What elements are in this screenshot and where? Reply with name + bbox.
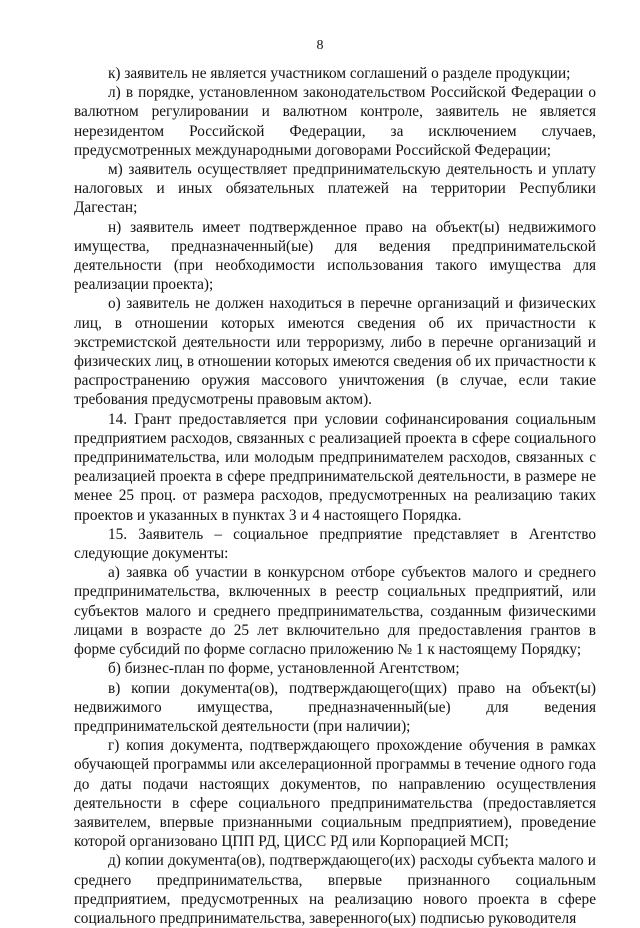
paragraph-15-d: д) копии документа(ов), подтверждающего(их) расходы субъекта малого и среднего предпринимательства, впервые признанного социальным предприятием, предусмотренных на реализацию нового проекта в сфере социального предпринимательства, заверенного(ых) подписью руководителя: [74, 852, 596, 927]
paragraph-k: к) заявитель не является участником соглашений о разделе продукции;: [108, 65, 571, 82]
paragraph-n: н) заявитель имеет подтвержденное право на объект(ы) недвижимого имущества, предназначенный(ые) для ведения предпринимательской деятельности (при необходимости использования такого имущества для реализации проекта);: [74, 218, 596, 294]
paragraph-15: 15. Заявитель – социальное предприятие представляет в Агентство следующие документы:: [74, 525, 596, 563]
paragraph-m: м) заявитель осуществляет предпринимательскую деятельность и уплату налоговых и иных обязательных платежей на территории Республики Дагестан;: [74, 161, 596, 217]
paragraph-15-g: г) копия документа, подтверждающего прохождение обучения в рамках обучающей программы или акселерационной программы в течение одного года до даты подачи настоящих документов, по направлению осуществления деятельности в сфере социального предпринимательства (предоставляется заявителем, впервые признанными социальным предприятием), проведение которой организовано ЦПП РД, ЦИСС РД или Корпорацией МСП;: [74, 737, 596, 851]
paragraph-o: о) заявитель не должен находиться в перечне организаций и физических лиц, в отношении которых имеются сведения об их причастности к экстремистской деятельности или терроризму, либо в перечне организаций и физических лиц, в отношении которых имеются сведения об их причастности к распространению оружия массового уничтожения (в случае, если такие требования предусмотрены правовым актом).: [74, 295, 596, 409]
document-body: [74, 64, 596, 928]
paragraph-l: л) в порядке, установленном законодательством Российской Федерации о валютном регулировании и валютном контроле, заявитель не является нерезидентом Российской Федерации, за исключением случаев, предусмотренных международными договорами Российской Федерации;: [74, 84, 596, 159]
paragraph-15-b: б) бизнес-план по форме, установленной Агентством;: [108, 660, 460, 678]
paragraph-15-v: в) копии документа(ов), подтверждающего(щих) право на объект(ы) недвижимого имущества, предназначенный(ые) для ведения предпринимательской деятельности (при наличии);: [74, 679, 596, 735]
paragraph-15-a: а) заявка об участии в конкурсном отборе субъектов малого и среднего предпринимательства, включенных в реестр социальных предприятий, или субъектов малого и среднего предпринимательства, созданным физическими лицами в возрасте до 25 лет включительно для предоставления грантов в форме субсидий по форме согласно приложению № 1 к настоящему Порядку;: [74, 564, 596, 659]
page-number: 8: [316, 38, 324, 53]
paragraph-14: 14. Грант предоставляется при условии софинансирования социальным предприятием расходов, связанных с реализацией проекта в сфере социального предпринимательства, или молодым предпринимателем расходов, связанных с реализацией проекта в сфере предпринимательской деятельности, в размере не менее 25 проц. от размера расходов, предусмотренных на реализацию таких проектов и указанных в пунктах 3 и 4 настоящего Порядка.: [74, 410, 596, 524]
